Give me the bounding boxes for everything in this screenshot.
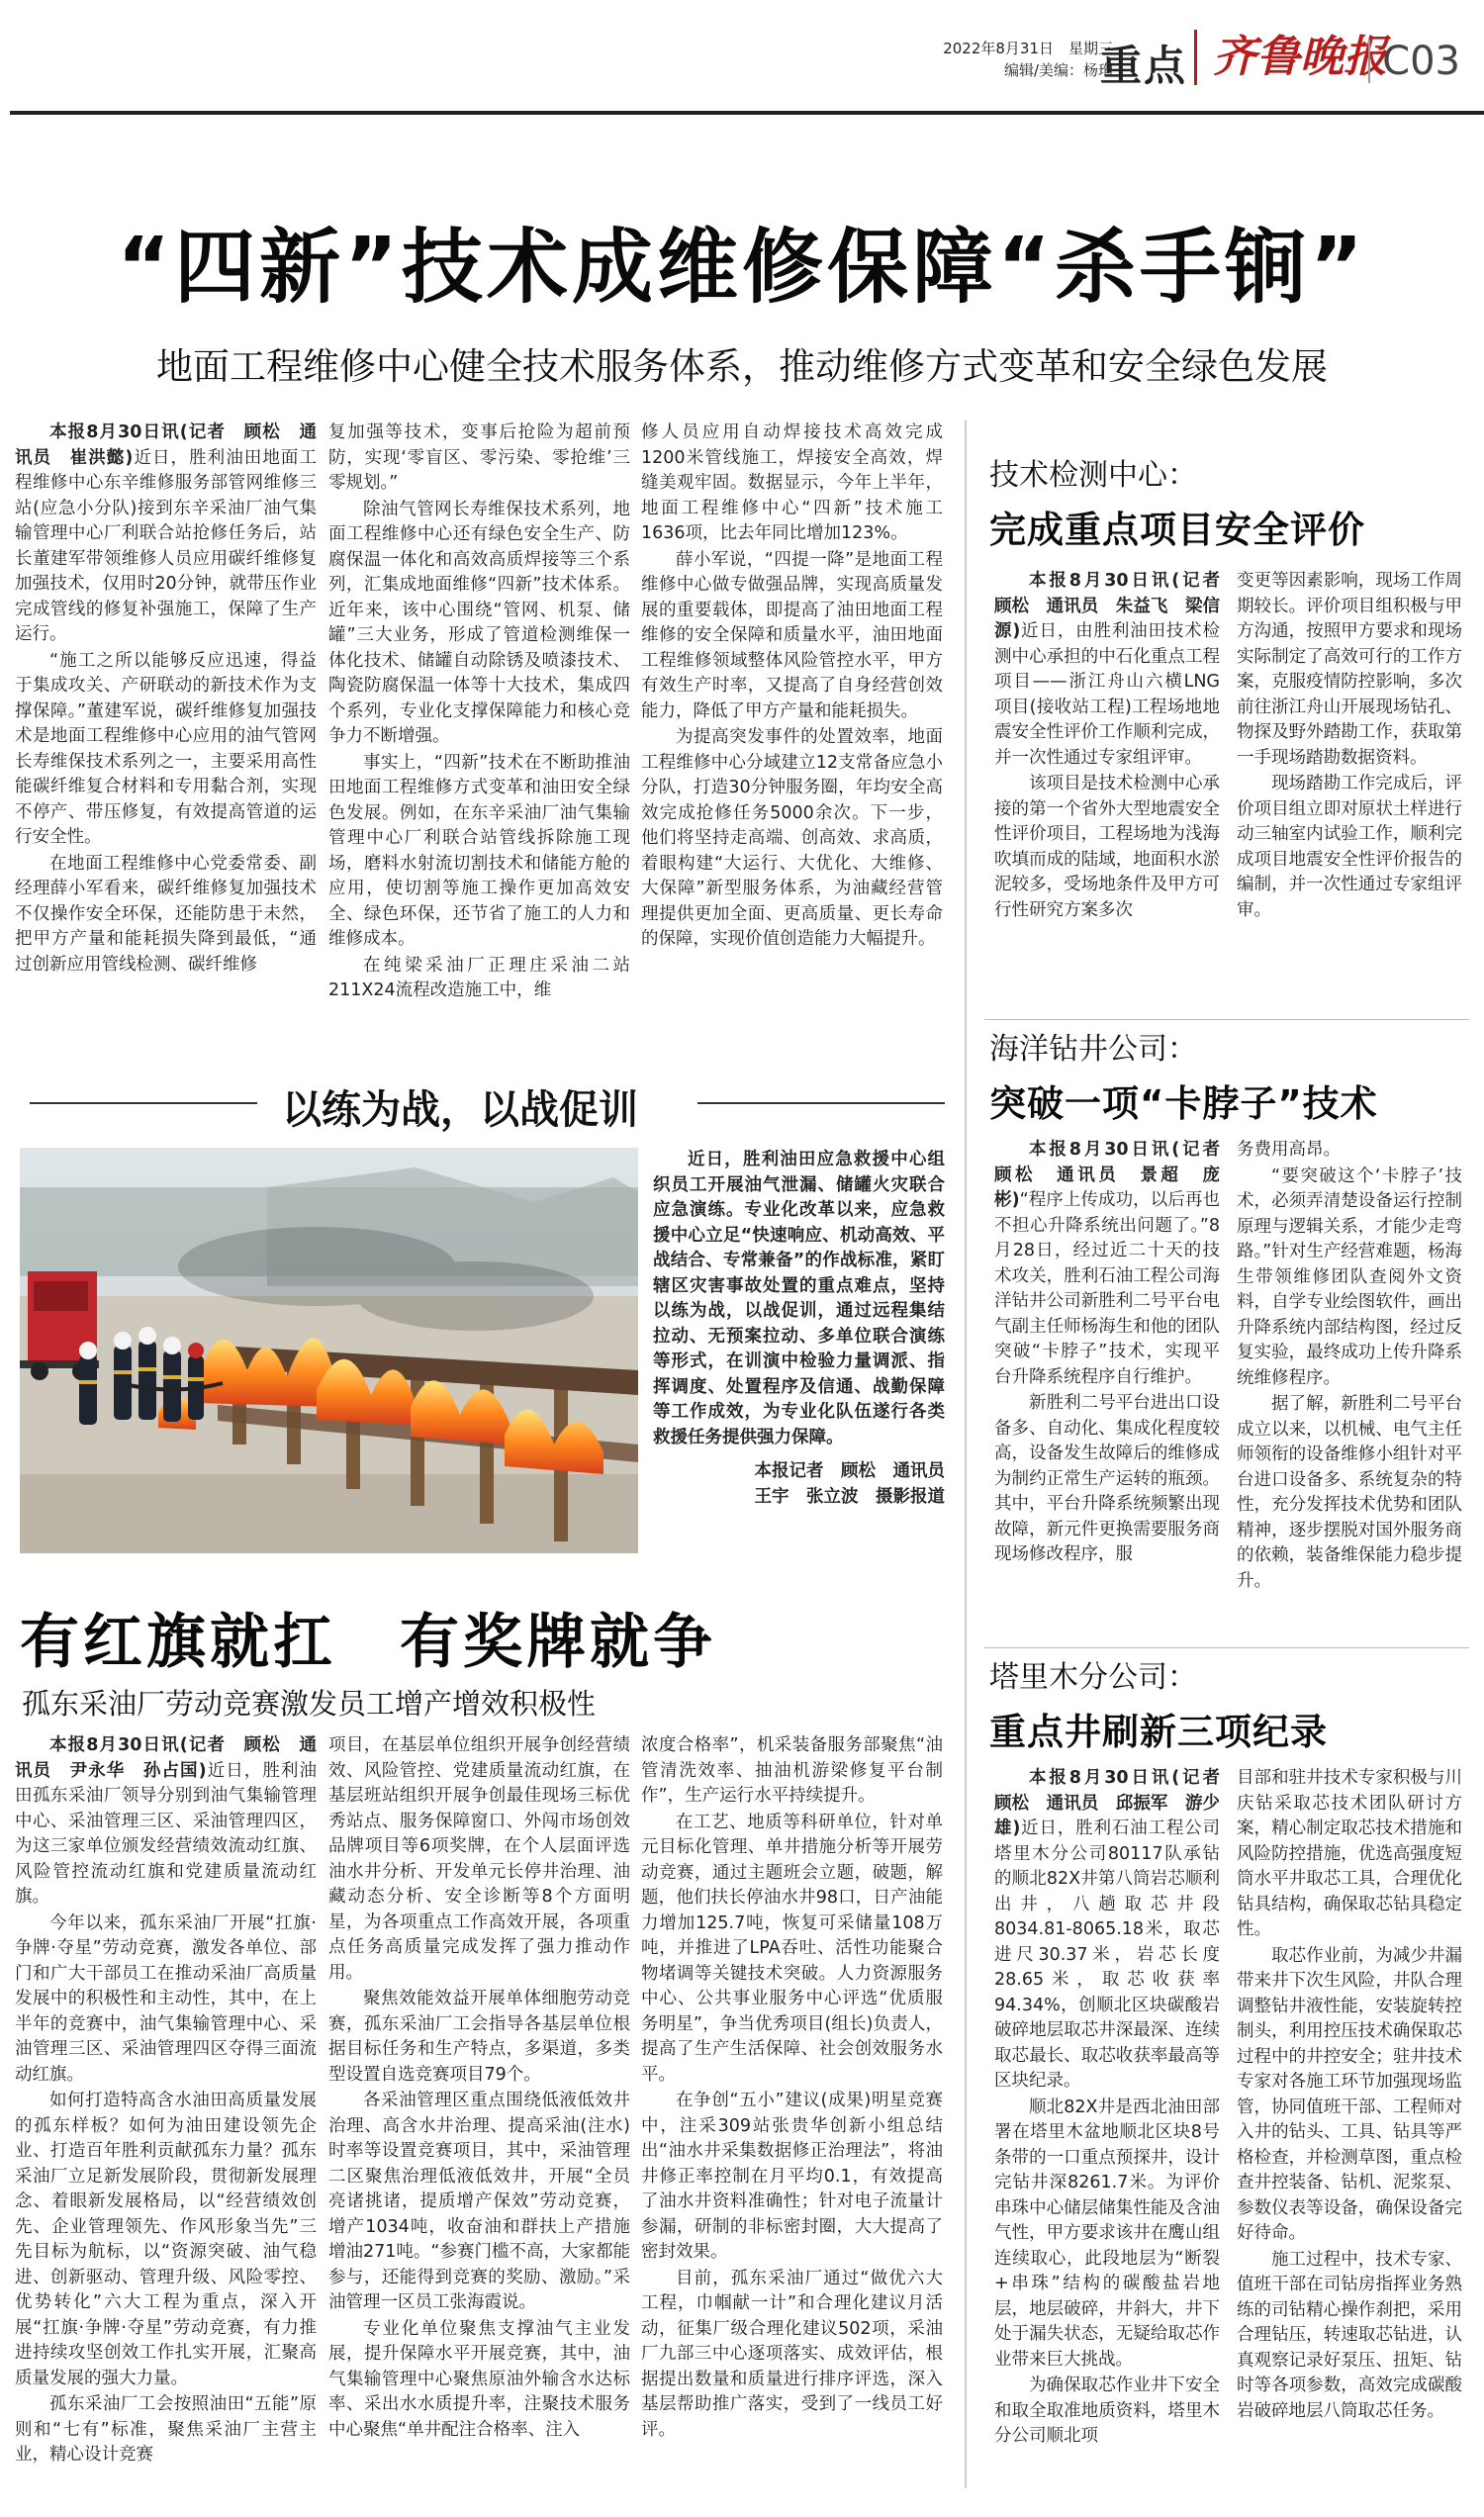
page-number: C03	[1368, 40, 1460, 83]
sidebar1-paragraph: 该项目是技术检测中心承接的第一个省外大型地震安全性评价项目，工程场地为浅海吹填而成的陆域，地面积水淤泥较多，受场地条件及甲方可行性研究方案多次	[994, 774, 1220, 920]
article2-column-1	[15, 1733, 317, 2500]
sidebar-separator-2	[984, 1647, 1469, 1648]
drill-photo-illustration	[20, 1148, 638, 1553]
sidebar1-column-2	[1237, 569, 1462, 1019]
article1-paragraph: 修人员应用自动焊接技术高效完成1200米管线施工，焊接安全高效，焊缝美观牢固。数据显示，今年上半年，地面工程维修中心“四新”技术施工1636项，比去年同比增加123%。	[641, 422, 943, 543]
sidebar2-byline: 本报8月30日讯(记者 顾松 通讯员 景超 庞彬)	[994, 1140, 1238, 1210]
article2-subhead: 孤东采油厂劳动竞赛激发员工增产增效积极性	[22, 1687, 597, 1721]
sidebar-divider	[965, 420, 967, 2488]
issue-date: 2022年8月31日 星期三	[943, 40, 1113, 57]
article1-paragraph: 本报8月30日讯(记者 顾松 通讯员 崔洪懿)近日，胜利油田地面工程维修中心东辛维修服务部管网维修三站(应急小分队)接到东辛采油厂油气集输管理中心厂利联合站抢修任务后，站长董建军带领维修人员应用碳纤维修复加强技术，仅用时20分钟，就带压作业完成管线的修复补强施工，保障了生产运行。	[15, 422, 317, 644]
sidebar1-paragraph: 变更等因素影响，现场工作周期较长。评价项目组积极与甲方沟通，按照甲方要求和现场实际制定了高效可行的工作方案，克服疫情防控影响，多次前往浙江舟山开展现场钻孔、物探及野外踏勘工作，获取第一手现场踏勘数据资料。	[1237, 571, 1462, 768]
masthead-rule	[10, 111, 1484, 115]
photo-title-rule-left	[30, 1102, 257, 1104]
sidebar2-paragraph: 据了解，新胜利二号平台成立以来，以机械、电气主任师领衔的设备维修小组针对平台进口设备多、系统复杂的特性，充分发挥技术优势和团队精神，逐步摆脱对国外服务商的依赖，装备维保能力稳步提升。	[1237, 1394, 1462, 1591]
sidebar3-paragraph: 取芯作业前，为减少井漏带来井下次生风险，井队合理调整钻井液性能，安装旋转控制头，利用控压技术确保取芯过程中的井控安全；驻井技术专家对各施工环节加强现场监管，协同值班干部、工程师对入井的钻头、工具、钻具等严格检查，并检测草图，重点检查井控装备、钻机、泥浆泵、参数仪表等设备，确保设备完好待命。	[1237, 1945, 1462, 2243]
photo-caption	[653, 1148, 945, 1450]
sidebar3-paragraph: 为确保取芯作业井下安全和取全取准地质资料，塔里木分公司顺北项	[994, 2376, 1220, 2446]
article1-paragraph: 在地面工程维修中心党委常委、副经理薛小军看来，碳纤维修复加强技术不仅操作安全环保，还能防患于未然，把甲方产量和能耗损失降到最低，“通过创新应用管线检测、碳纤维修	[15, 853, 317, 975]
article2-headline: 有红旗就扛 有奖牌就争	[20, 1608, 716, 1677]
sidebar3-paragraph: 施工过程中，技术专家、值班干部在司钻房指挥业务熟练的司钻精心操作刹把，采用合理钻压，转速取芯钻进，认真观察记录好泵压、扭矩、钻时等各项参数，高效完成碳酸岩破碎地层八筒取芯任务。	[1237, 2249, 1462, 2421]
main-subhead: 地面工程维修中心健全技术服务体系，推动维修方式变革和安全绿色发展	[156, 345, 1328, 388]
article1-paragraph: 为提高突发事件的处置效率，地面工程维修中心分域建立12支常备应急小分队，打造30分钟服务圈，年均安全高效完成抢修任务5000余次。下一步，他们将坚持走高端、创高效、求高质，着眼构建“大运行、大优化、大维修、大保障”新型服务体系，为油藏经营管理提供更加全面、更高质量、更长寿命的保障，实现价值创造能力大幅提升。	[641, 727, 943, 949]
article2-paragraph: 浓度合格率”，机采装备服务部聚焦“油管清洗效率、抽油机游梁修复平台制作”，生产运行水平持续提升。	[641, 1735, 943, 1806]
article1-paragraph: 薛小军说，“四提一降”是地面工程维修中心做专做强品牌，实现高质量发展的重要载体，即提高了油田地面工程维修的安全保障和质量水平，油田地面工程维修领域整体风险管控水平，甲方有效生产时率，又提高了自身经营创效能力，降低了甲方产量和能耗损失。	[641, 549, 943, 721]
sidebar1-title: 完成重点项目安全评价	[989, 509, 1365, 551]
main-headline: “四新”技术成维修保障“杀手锏”	[117, 221, 1367, 315]
sidebar2-label: 海洋钻井公司：	[989, 1032, 1197, 1067]
sidebar3-paragraph: 本报8月30日讯(记者 顾松 通讯员 邱振军 游少雄)近日，胜利石油工程公司塔里木分公司80117队承钻的顺北82X井第八筒岩芯顺利出井，八趟取芯井段8034.81-8065.18米，取芯进尺30.37米，岩芯长度28.65米，取芯收获率94.34%，创顺北区块碳酸岩破碎地层取芯井深最深、连续取芯最长、取芯收获率最高等区块纪录。	[994, 1768, 1238, 2091]
sidebar2-paragraph: 务费用高昂。	[1237, 1140, 1341, 1160]
article2-paragraph: 聚焦效能效益开展单体细胞劳动竞赛，孤东采油厂工会指导各基层单位根据目标任务和生产特点，多渠道，多类型设置自选竞赛项目79个。	[328, 1989, 630, 2085]
sidebar2-title: 突破一项“卡脖子”技术	[989, 1082, 1378, 1125]
sidebar1-column-1	[994, 569, 1238, 1019]
sidebar1-byline: 本报8月30日讯(记者 顾松 通讯员 朱益飞 梁信源)	[994, 571, 1238, 641]
issue-date-block	[943, 38, 1113, 81]
photo-credit-line-1: 本报记者 顾松 通讯员	[754, 1461, 945, 1481]
article1-column-3	[641, 420, 943, 1093]
article2-paragraph: 如何打造特高含水油田高质量发展的孤东样板？如何为油田建设领先企业、打造百年胜利贡献孤东力量？孤东采油厂立足新发展阶段，贯彻新发展理念、着眼新发展格局，以“经营绩效创先、企业管理领先、作风形象当先”三先目标为航标，以“资源突破、油气稳进、创新驱动、管理升级、风险零控、优势转化”六大工程为重点，深入开展“扛旗·争牌·夺星”劳动竞赛，有力推进持续攻坚创效工作扎实开展，汇聚高质量发展的强大力量。	[15, 2091, 317, 2388]
photo-credit	[623, 1459, 955, 1510]
article2-paragraph: 在争创“五小”建议(成果)明星竞赛中，注采309站张贵华创新小组总结出“油水井采集数据修正治理法”，将油井修正率控制在月平均0.1，有效提高了油水井资料准确性；针对电子流量计参漏，研制的非标密封圈，大大提高了密封效果。	[641, 2091, 943, 2262]
photo-caption-text: 近日，胜利油田应急救援中心组织员工开展油气泄漏、储罐火灾联合应急演练。专业化改革以来，应急救援中心立足“快速响应、机动高效、平战结合、专常兼备”的作战标准，紧盯辖区灾害事故处置的重点难点，坚持以练为战，以战促训，通过远程集结拉动、无预案拉动、多单位联合演练等形式，在训演中检验力量调派、指挥调度、处置程序及信通、战勤保障等工作成效，为专业化队伍遂行各类救援任务提供强力保障。	[653, 1150, 945, 1447]
article2-paragraph: 项目，在基层单位组织开展争创经营绩效、风险管控、党建质量流动红旗，在基层班站组织开展争创最佳现场三标优秀站点、服务保障窗口、外闯市场创效品牌项目等6项奖牌，在个人层面评选油水井分析、开发单元长停井治理、油藏动态分析、安全诊断等8个方面明星，为各项重点工作高效开展，各项重点任务高质量完成发挥了强力推动作用。	[328, 1735, 630, 1983]
article1-paragraph: 在纯梁采油厂正理庄采油二站211X24流程改造施工中，维	[328, 955, 630, 1000]
article2-column-3	[641, 1733, 943, 2500]
article1-column-1	[15, 420, 317, 1093]
sidebar2-paragraph: “要突破这个‘卡脖子’技术，必须弄清楚设备运行控制原理与逻辑关系，才能少走弯路。”针对生产经营难题，杨海生带领维修团队查阅外文资料，自学专业绘图软件，画出升降系统内部结构图，经过反复实验，最终成功上传升降系统维修程序。	[1237, 1165, 1462, 1388]
sidebar3-column-2	[1237, 1766, 1462, 2503]
sidebar1-label: 技术检测中心：	[989, 458, 1197, 493]
photo-block-title: 以练为战，以战促训	[282, 1087, 638, 1133]
sidebar3-title: 重点井刷新三项纪录	[989, 1711, 1328, 1753]
article1-paragraph: 除油气管网长寿维保技术系列，地面工程维修中心还有绿色安全生产、防腐保温一体化和高效高质焊接等三个系列，汇集成地面维修“四新”技术体系。近年来，该中心围绕“管网、机泵、储罐”三大业务，形成了管道检测维保一体化技术、储罐自动除锈及喷漆技术、陶瓷防腐保温一体等十大技术，集成四个系列，专业化支撑保障能力和核心竞争力不断增强。	[328, 499, 630, 746]
article2-paragraph: 今年以来，孤东采油厂开展“扛旗·争牌·夺星”劳动竞赛，激发各单位、部门和广大干部员工在推动采油厂高质量发展中的积极性和主动性，其中，在上半年的竞赛中，油气集输管理中心、采油管理三区、采油管理四区夺得三面流动红旗。	[15, 1912, 317, 2085]
photo-credit-line-2: 王宇 张立波 摄影报道	[754, 1486, 945, 1507]
sidebar3-label: 塔里木分公司：	[989, 1660, 1197, 1695]
sidebar2-paragraph: 新胜利二号平台进出口设备多、自动化、集成化程度较高，设备发生故障后的维修成为制约正常生产运转的瓶颈。其中，平台升降系统频繁出现故障，新元件更换需要服务商现场修改程序，服	[994, 1393, 1220, 1564]
article2-column-2	[328, 1733, 630, 2500]
article2-byline: 本报8月30日讯(记者 顾松 通讯员 尹永华 孙占国)	[15, 1735, 317, 1781]
article2-paragraph: 在工艺、地质等科研单位，针对单元目标化管理、单井措施分析等开展劳动竞赛，通过主题班会立题，破题，解题，他们扶长停油水井98口，日产油能力增加125.7吨，恢复可采储量108万吨，并推进了LPA吞吐、活性功能聚合物堵调等关键技术突破。人力资源服务中心、公共事业服务中心评选“优质服务明星”，争当优秀项目(组长)负责人，提高了生产生活保障、社会创效服务水平。	[641, 1812, 943, 2085]
editor-credit: 编辑/美编：杨珣	[1003, 61, 1113, 79]
sidebar1-paragraph: 现场踏勘工作完成后，评价项目组立即对原状土样进行动三轴室内试验工作，顺利完成项目地震安全性评价报告的编制，并一次性通过专家组评审。	[1237, 774, 1462, 920]
sidebar1-paragraph: 本报8月30日讯(记者 顾松 通讯员 朱益飞 梁信源)近日，由胜利油田技术检测中心承担的中石化重点工程项目——浙江舟山六横LNG项目(接收站工程)工程场地地震安全性评价工作顺利完成，并一次性通过专家组评审。	[994, 571, 1238, 768]
article1-column-2	[328, 420, 630, 1093]
sidebar-separator-1	[984, 1019, 1469, 1020]
article1-byline: 本报8月30日讯(记者 顾松 通讯员 崔洪懿)	[15, 422, 317, 468]
article2-paragraph: 目前，孤东采油厂通过“做优六大工程，巾帼献一计”和合理化建议月活动，征集厂级合理化建议502项，采油厂九部三中心逐项落实、成效评估，根据提出数量和质量进行排序评选，深入基层帮助推广落实，受到了一线员工好评。	[641, 2268, 943, 2440]
photo-title-rule-right	[697, 1102, 945, 1104]
article1-paragraph: “施工之所以能够反应迅速，得益于集成攻关、产研联动的新技术作为支撑保障。”董建军说，碳纤维修复加强技术是地面工程维修中心应用的油气管网长寿维保技术系列之一，主要采用高性能碳纤维复合材料和专用黏合剂，实现不停产、带压修复，有效提高管道的运行安全性。	[15, 650, 317, 847]
sidebar3-column-1	[994, 1766, 1238, 2503]
sidebar2-column-1	[994, 1138, 1238, 1642]
article2-paragraph: 孤东采油厂工会按照油田“五能”原则和“七有”标准，聚焦采油厂主营主业，精心设计竞赛	[15, 2394, 317, 2465]
sidebar2-paragraph: 本报8月30日讯(记者 顾松 通讯员 景超 庞彬)“程序上传成功，以后再也不担心升降系统出问题了。”8月28日，经过近二十天的技术攻关，胜利石油工程公司海洋钻井公司新胜利二号平台电气副主任师杨海生和他的团队突破“卡脖子”技术，实现平台升降系统程序自行维护。	[994, 1140, 1238, 1387]
sidebar3-paragraph: 目部和驻井技术专家积极与川庆钻采取芯技术团队研讨方案，精心制定取芯技术措施和风险防控措施，优选高强度短筒水平井取芯工具，合理优化钻具结构，确保取芯钻具稳定性。	[1237, 1768, 1462, 1939]
drill-photo	[20, 1148, 638, 1553]
section-name: 重点	[1099, 42, 1187, 90]
article1-paragraph: 复加强等技术，变事后抢险为超前预防，实现‘零盲区、零污染、零抢维’三零规划。”	[328, 422, 630, 493]
article2-paragraph: 各采油管理区重点围绕低液低效井治理、高含水井治理、提高采油(注水)时率等设置竞赛项目，其中，采油管理二区聚焦治理低液低效井，开展“全员亮诸挑诸，提质增产保效”劳动竞赛，增产1034吨，收奋油和群扶上产措施增油271吨。“参赛门槛不高，大家都能参与，还能得到竞赛的奖励、激励。”采油管理一区员工张海霞说。	[328, 2091, 630, 2312]
article2-paragraph: 专业化单位聚焦支撑油气主业发展，提升保障水平开展竞赛，其中，油气集输管理中心聚焦原油外输含水达标率、采出水水质提升率，注聚技术服务中心聚焦“单井配注合格率、注入	[328, 2318, 630, 2440]
article2-paragraph: 本报8月30日讯(记者 顾松 通讯员 尹永华 孙占国)近日，胜利油田孤东采油厂领导分别到油气集输管理中心、采油管理三区、采油管理四区，为这三家单位颁发经营绩效流动红旗、风险管控流动红旗和党建质量流动红旗。	[15, 1735, 317, 1907]
sidebar3-paragraph: 顺北82X井是西北油田部署在塔里木盆地顺北区块8号条带的一口重点预探井，设计完钻井深8261.7米。为评价串珠中心储层储集性能及含油气性，甲方要求该井在鹰山组连续取心，此段地层为“断裂+串珠”结构的碳酸盐岩地层，地层破碎，井斜大，井下处于漏失状态，无疑给取芯作业带来巨大挑战。	[994, 2097, 1220, 2370]
sidebar2-column-2	[1237, 1138, 1462, 1642]
article1-paragraph: 事实上，“四新”技术在不断助推油田地面工程维修方式变革和油田安全绿色发展。例如，在东辛采油厂油气集输管理中心厂利联合站管线拆除施工现场，磨料水射流切割技术和储能方舱的应用，使切割等施工操作更加高效安全、绿色环保，还节省了施工的人力和维修成本。	[328, 752, 630, 949]
sidebar3-byline: 本报8月30日讯(记者 顾松 通讯员 邱振军 游少雄)	[994, 1768, 1238, 1838]
masthead	[0, 0, 1484, 119]
newspaper-logo: 齐鲁晚报	[1194, 30, 1387, 85]
